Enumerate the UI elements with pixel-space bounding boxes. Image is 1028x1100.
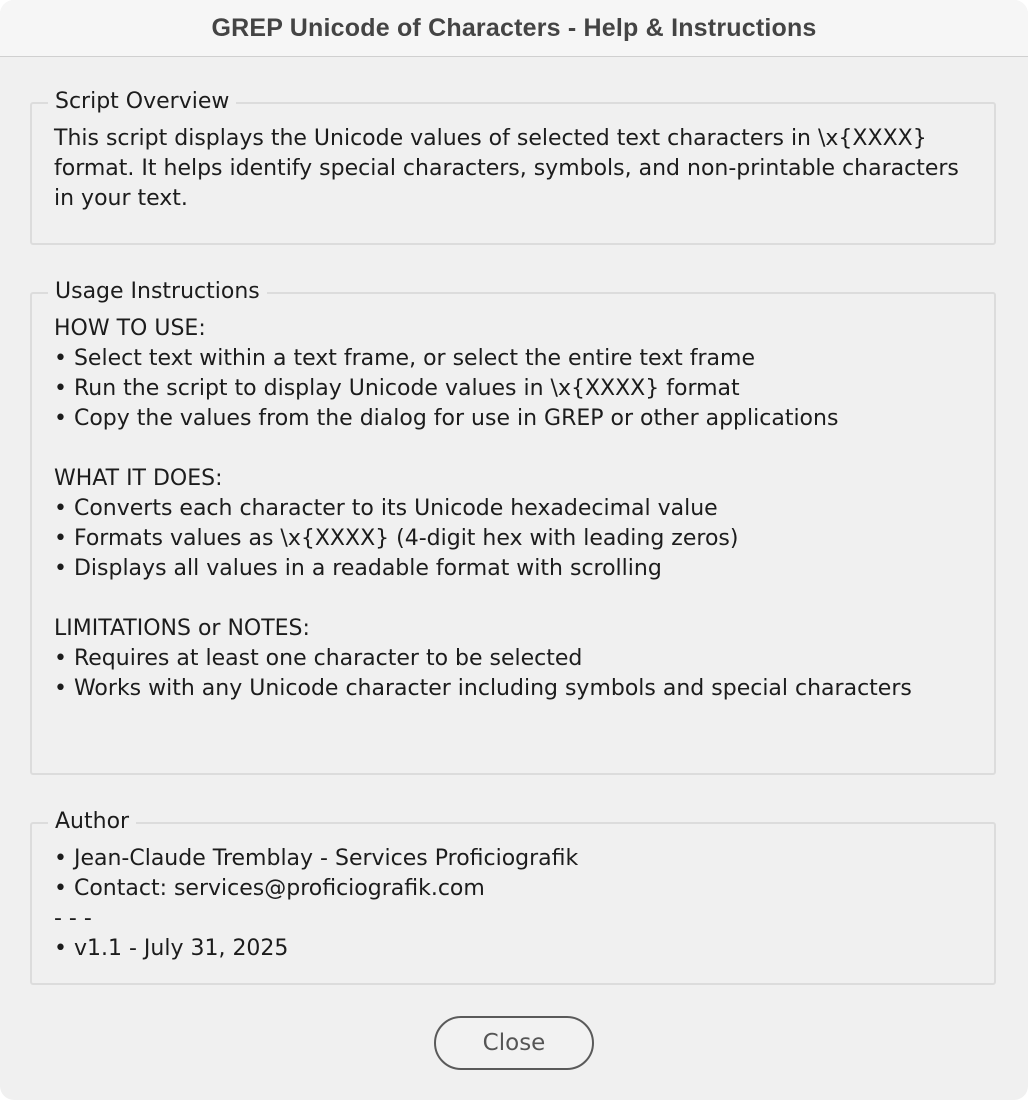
author-label: Author <box>48 808 136 836</box>
author-panel <box>30 809 996 985</box>
usage-instructions-text: HOW TO USE: • Select text within a text frame, or select the entire text frame • Run the script to display Unicode values in \x{XXXX} format • Copy the values from the dialog for use in GREP or other applications WHAT IT DOES: • Converts each character to its Unicode hexadecimal value • Formats values as \x{XXXX} (4-digit hex with leading zeros) • Displays all values in a readable format with scrolling LIMITATIONS or NOTES: • Requires at least one character to be selected • Works with any Unicode character including symbols and special characters <box>54 316 912 701</box>
usage-instructions-label: Usage Instructions <box>48 278 267 306</box>
title-bar[interactable] <box>0 0 1028 57</box>
script-overview-text: This script displays the Unicode values of selected text characters in \x{XXXX} format. It helps identify special characters, symbols, and non-printable characters in your text. <box>54 126 966 211</box>
script-overview-label: Script Overview <box>48 88 236 116</box>
usage-instructions-panel <box>30 279 996 775</box>
script-overview-panel <box>30 89 996 245</box>
window-title: GREP Unicode of Characters - Help & Instructions <box>211 13 817 42</box>
close-button[interactable]: Close <box>434 1016 594 1070</box>
author-text: • Jean-Claude Tremblay - Services Proficiografik • Contact: services@proficiografik.com - - - • v1.1 - July 31, 2025 <box>54 846 579 961</box>
